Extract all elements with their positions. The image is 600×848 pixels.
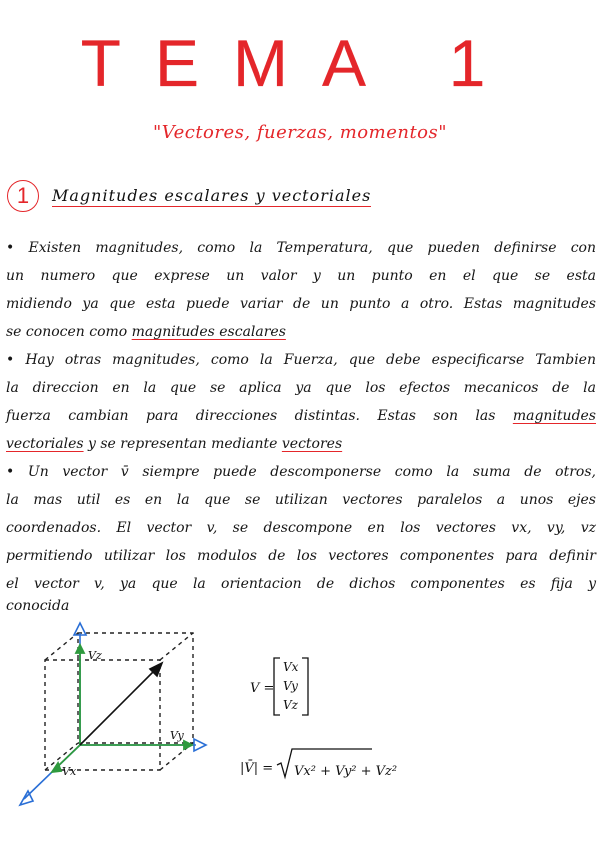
label-vy: Vy <box>170 729 184 742</box>
section-number-badge: 1 <box>7 180 39 212</box>
vector-decomposition-figure <box>0 615 600 845</box>
para2-line3-text: fuerza cambian para direcciones distintas. Estas son las <box>6 408 496 424</box>
axes <box>20 623 206 805</box>
para2-line3 <box>6 408 596 424</box>
term-vectoriales: vectoriales <box>6 436 84 452</box>
page-title: TEMA 1 <box>80 26 520 100</box>
component-vectors <box>52 645 192 772</box>
para1-line4 <box>6 324 596 340</box>
para3-line1: • Un vector v̄ siempre puede descomponerse como la suma de otros, <box>6 464 596 480</box>
para2-line2: la direccion en la que se aplica ya que los efectos mecanicos de la <box>6 380 596 396</box>
para2-line4 <box>6 436 596 452</box>
vy-arrow-icon <box>184 741 192 749</box>
para2-line1: • Hay otras magnitudes, como la Fuerza, que debe especificarse Tambien <box>6 352 596 368</box>
vector-comp-x: Vx <box>283 660 299 674</box>
label-vx: Vx <box>62 765 77 778</box>
vector-equation-lhs: V = <box>250 681 275 696</box>
term-magnitudes-escalares: magnitudes escalares <box>131 324 286 340</box>
para3-line3: coordenados. El vector v, se descompone en los vectores vx, vy, vz <box>6 520 596 536</box>
para1-line4-text: se conocen como <box>6 324 128 340</box>
section-heading: Magnitudes escalares y vectoriales <box>52 186 372 205</box>
left-bracket <box>274 658 280 715</box>
dashed-box <box>45 633 193 770</box>
para1-line3: midiendo ya que esta puede variar de un punto a otro. Estas magnitudes <box>6 296 596 312</box>
modulus-lhs: |V̄| = <box>240 761 274 776</box>
modulus-rhs: Vx² + Vy² + Vz² <box>294 764 398 779</box>
vector-comp-y: Vy <box>283 679 298 693</box>
term-magnitudes: magnitudes <box>512 408 596 424</box>
para2-line4-text: y se representan mediante <box>88 436 278 452</box>
vz-arrow-icon <box>76 645 84 653</box>
para3-line4: permitiendo utilizar los modulos de los vectores componentes para definir <box>6 548 596 564</box>
para1-line2: un numero que exprese un valor y un punto en el que se esta <box>6 268 596 284</box>
page-subtitle: "Vectores, fuerzas, momentos" <box>152 122 448 143</box>
label-vz: Vz <box>88 649 102 662</box>
para3-line2: la mas util es en la que se utilizan vectores paralelos a unos ejes <box>6 492 596 508</box>
right-bracket <box>302 658 308 715</box>
para1-line1: • Existen magnitudes, como la Temperatura, que pueden definirse con <box>6 240 596 256</box>
para3-line6: conocida <box>6 598 70 614</box>
term-vectores: vectores <box>281 436 343 452</box>
para3-line5: el vector v, ya que la orientacion de dichos componentes es fija y <box>6 576 596 592</box>
vector-comp-z: Vz <box>283 698 298 712</box>
main-vector <box>80 663 162 745</box>
